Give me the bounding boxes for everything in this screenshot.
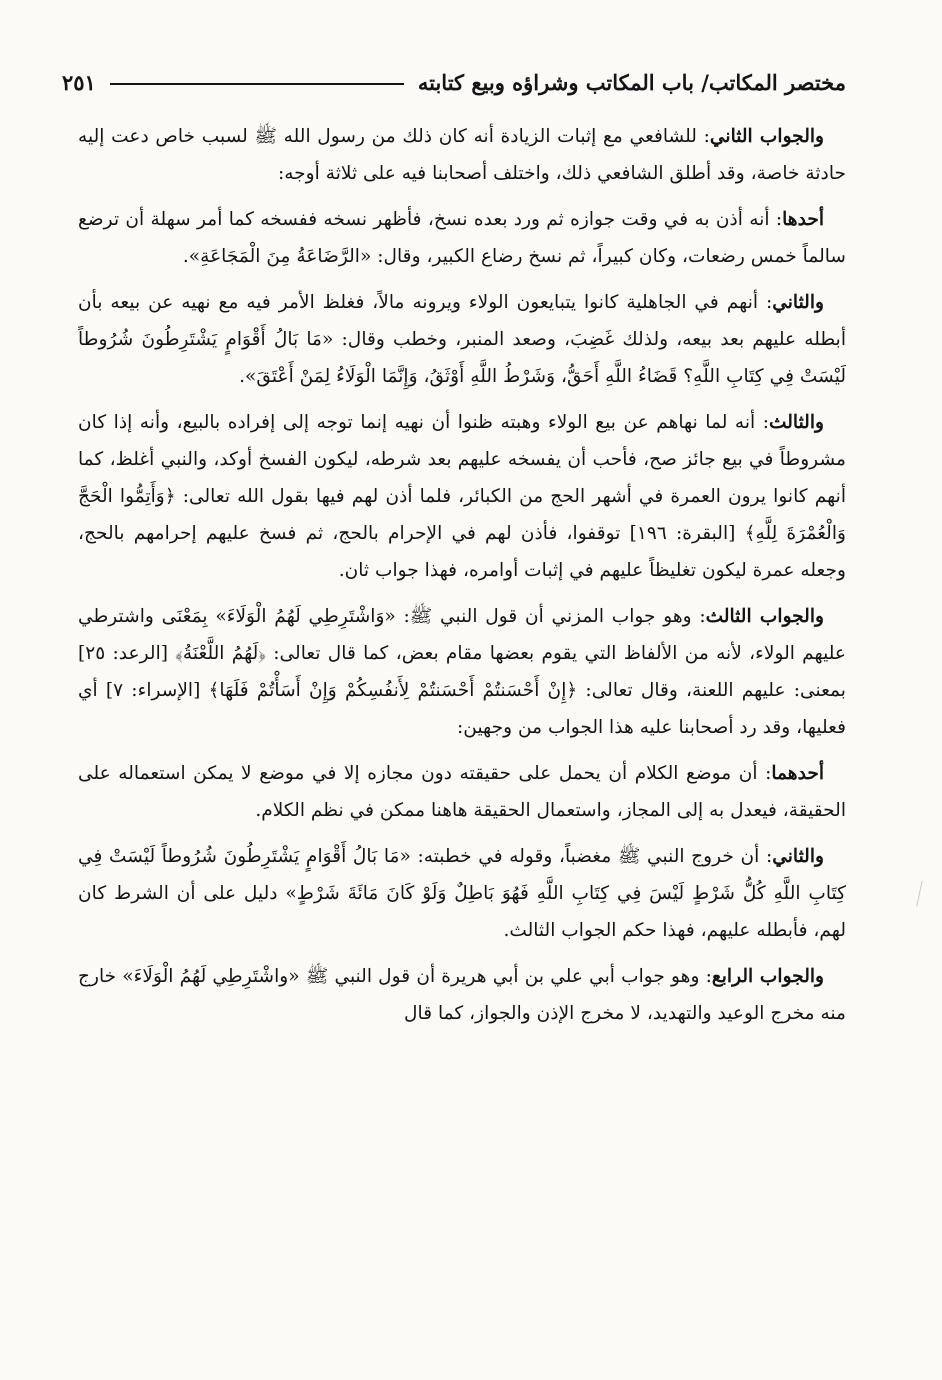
paragraph-second-objection: [78, 838, 846, 949]
paragraph-fourth-answer: [78, 958, 846, 1032]
paragraph-text: : أن خروج النبي ﷺ مغضباً، وقوله في خطبته: «مَا بَالُ أَقْوَامٍ يَشْتَرِطُونَ شُرُوطاً لَيْسَتْ فِي كِتَابِ اللَّهِ كُلُّ شَرْطٍ لَيْسَ فِي كِتَابِ اللَّهِ فَهُوَ بَاطِلٌ وَلَوْ كَانَ مَائَةَ شَرْطٍ» دليل على أن الشرط كان لهم، فأبطله عليهم، فهذا حكم الجواب الثالث.: [78, 846, 846, 941]
paragraph-text: : أنهم في الجاهلية كانوا يتبايعون الولاء ويرونه مالاً، فغلظ الأمر فيه مع نهيه عن بيعه بأن أبطله عليهم بعد بيعه، ولذلك غَضِبَ، وصعد المنبر، وخطب وقال: «مَا بَالُ أَقْوَامٍ يَشْتَرِطُونَ شُرُوطاً لَيْسَتْ فِي كِتَابِ اللَّهِ؟ قَضَاءُ اللَّهِ أَحَقُّ، وَشَرْطُ اللَّهِ أَوْثَقُ، وَإِنَّمَا الْوَلَاءُ لِمَنْ أَعْتَقَ».: [78, 292, 846, 387]
paragraph-text: : أنه أذن به في وقت جوازه ثم ورد بعده نسخ، فأظهر نسخه ففسخه كما أمر سهلة أن ترضع سالماً خمس رضعات، وكان كبيراً، ثم نسخ رضاع الكبير، وقال: «الرَّضَاعَةُ مِنَ الْمَجَاعَةِ».: [78, 209, 846, 267]
paragraph-text: : وهو جواب المزني أن قول النبي ﷺ: «وَاشْتَرِطِي لَهُمُ الْوَلَاءَ» بِمَعْنَى واشترطي عليهم الولاء، لأنه من الألفاظ التي يقوم بعضها مقام بعض، كما قال تعالى: ﴿لَهُمُ اللَّعْنَةُ﴾ [الرعد: ٢٥] بمعنى: عليهم اللعنة، وقال تعالى: ﴿إِنْ أَحْسَنتُمْ أَحْسَنتُمْ لِأَنفُسِكُمْ وَإِنْ أَسَأْتُمْ فَلَهَا﴾ [الإسراء: ٧] أي فعليها، وقد رد أصحابنا عليه هذا الجواب من وجهين:: [78, 606, 846, 738]
paragraph-text: : وهو جواب أبي علي بن أبي هريرة أن قول النبي ﷺ «واشْتَرِطِي لَهُمُ الْوَلَاءَ» خارج منه مخرج الوعيد والتهديد، لا مخرج الإذن والجواز، كما قال: [78, 966, 846, 1024]
paragraph-lead: أحدهما: [771, 763, 824, 784]
paragraph-second-answer: [78, 118, 846, 192]
paragraph-first-objection: [78, 755, 846, 829]
paragraph-text: : أن موضع الكلام أن يحمل على حقيقته دون مجازه إلا في موضع لا يمكن استعماله على الحقيقة، فيعدل به إلى المجاز، واستعمال الحقيقة هاهنا ممكن في نظم الكلام.: [78, 763, 846, 821]
paragraph-text: : أنه لما نهاهم عن بيع الولاء وهبته ظنوا أن نهيه إنما توجه إلى إفراده بالبيع، وأنه إذا كان مشروطاً في بيع جائز صح، فأحب أن يفسخه عليهم بعد شرطه، ليكون الفسخ أوكد، والنبي أغلظ، كما أنهم كانوا يرون العمرة في أشهر الحج من الكبائر، فلما أذن لهم فيها بقول الله تعالى: ﴿وَأَتِمُّوا الْحَجَّ وَالْعُمْرَةَ لِلَّهِ﴾ [البقرة: ١٩٦] توقفوا، فأذن لهم في الإحرام بالحج، ثم فسخ عليهم إحرامهم بالحج، وجعله عمرة ليكون تغليظاً عليهم في إثبات أوامره، فهذا جواب ثان.: [78, 412, 846, 581]
paragraph-third-answer: [78, 598, 846, 746]
running-header: [62, 62, 846, 102]
paragraph-text: : للشافعي مع إثبات الزيادة أنه كان ذلك من رسول الله ﷺ لسبب خاص دعت إليه حادثة خاصة، وقد أطلق الشافعي ذلك، واختلف أصحابنا فيه على ثلاثة أوجه:: [78, 126, 846, 184]
paragraph-first-view: [78, 201, 846, 275]
paragraph-lead: والثالث: [768, 412, 824, 433]
paragraph-lead: أحدها: [782, 209, 824, 230]
header-rule: [110, 83, 404, 85]
page-body: [78, 118, 846, 1041]
header-title: مختصر المكاتب/ باب المكاتب وشراؤه وبيع كتابته: [417, 69, 846, 95]
paragraph-lead: والثاني: [772, 292, 824, 313]
margin-pencil-mark: [910, 880, 922, 907]
page-number: ٢٥١: [62, 69, 96, 95]
paragraph-lead: والجواب الثالث: [705, 606, 824, 627]
paragraph-lead: والجواب الثاني: [709, 126, 824, 147]
paragraph-lead: والجواب الرابع: [711, 966, 824, 987]
paragraph-second-view: [78, 284, 846, 395]
paragraph-third-view: [78, 404, 846, 589]
paragraph-lead: والثاني: [772, 846, 824, 867]
